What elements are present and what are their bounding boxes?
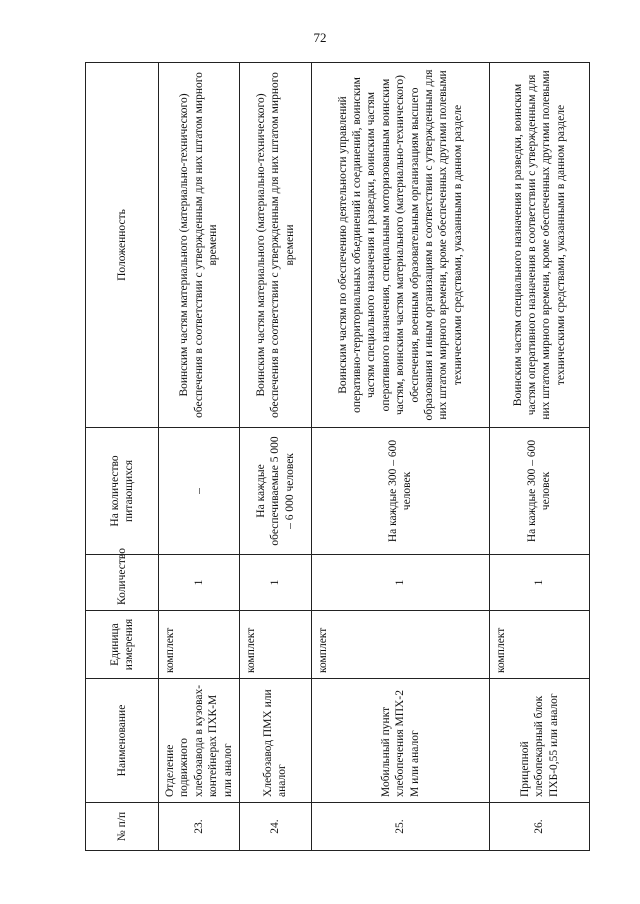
table-row bbox=[239, 63, 311, 851]
item-name: Хлебозавод ПМХ или аналог bbox=[239, 679, 311, 803]
entitlement-cell: Воинским частям материального (материально-технического) обеспечения в соответствии с утвержденным для них штатом мирного времени bbox=[159, 63, 240, 428]
unit-cell: комплект bbox=[239, 611, 311, 679]
unit-cell: комплект bbox=[159, 611, 240, 679]
fed-count-cell: – bbox=[159, 428, 240, 555]
fed-count-cell: На каждые обеспечиваемые 5 000 – 6 000 человек bbox=[239, 428, 311, 555]
row-number: 25. bbox=[311, 803, 489, 851]
table-row bbox=[159, 63, 240, 851]
entitlement-cell: Воинским частям материального (материально-технического) обеспечения в соответствии с утвержденным для них штатом мирного времени bbox=[239, 63, 311, 428]
provision-table bbox=[85, 62, 590, 851]
table-row bbox=[489, 63, 589, 851]
table-row bbox=[311, 63, 489, 851]
item-name: Отделение подвижного хлебозавода в кузовах-контейнерах ПХК-М или аналог bbox=[159, 679, 240, 803]
fed-count-cell: На каждые 300 – 600 человек bbox=[311, 428, 489, 555]
header-fed: На количество питающихся bbox=[86, 428, 159, 555]
table-header-row bbox=[86, 63, 159, 851]
rotated-table-container bbox=[85, 63, 580, 851]
header-cond: Положенность bbox=[86, 63, 159, 428]
entitlement-cell: Воинским частям по обеспечению деятельности управлений оперативно-территориальных объединений и соединений, воинским частям специального назначения и разведки, воинским частям оперативного назначения, специальным моторизованным воинским частям, воинским частям материального (материально-технического) обеспечения, военным образовательным организациям высшего образования и иным организациям в соответствии с утвержденным для них штатом мирного времени, кроме обеспеченных другими полевыми техническими средствами, указанными в данном разделе bbox=[311, 63, 489, 428]
row-number: 26. bbox=[489, 803, 589, 851]
header-unit: Единица измерения bbox=[86, 611, 159, 679]
row-number: 24. bbox=[239, 803, 311, 851]
page-number: 72 bbox=[313, 30, 327, 45]
unit-cell: комплект bbox=[489, 611, 589, 679]
quantity-cell: 1 bbox=[159, 555, 240, 611]
quantity-cell: 1 bbox=[489, 555, 589, 611]
quantity-cell: 1 bbox=[311, 555, 489, 611]
header-name: Наименование bbox=[86, 679, 159, 803]
fed-count-cell: На каждые 300 – 600 человек bbox=[489, 428, 589, 555]
quantity-cell: 1 bbox=[239, 555, 311, 611]
entitlement-cell: Воинским частям специального назначения и разведки, воинским частям оперативного назначения в соответствии с утвержденным для них штатом мирного времени, кроме обеспеченных другими полевыми техническими средствами, указанными в данном разделе bbox=[489, 63, 589, 428]
item-name: Мобильный пункт хлебопечения МПХ-2 М или аналог bbox=[311, 679, 489, 803]
row-number: 23. bbox=[159, 803, 240, 851]
header-qty: Количество bbox=[86, 555, 159, 611]
header-num: № п/п bbox=[86, 803, 159, 851]
unit-cell: комплект bbox=[311, 611, 489, 679]
item-name: Прицепной хлебопекарный блок ПХБ-0,55 или аналог bbox=[489, 679, 589, 803]
